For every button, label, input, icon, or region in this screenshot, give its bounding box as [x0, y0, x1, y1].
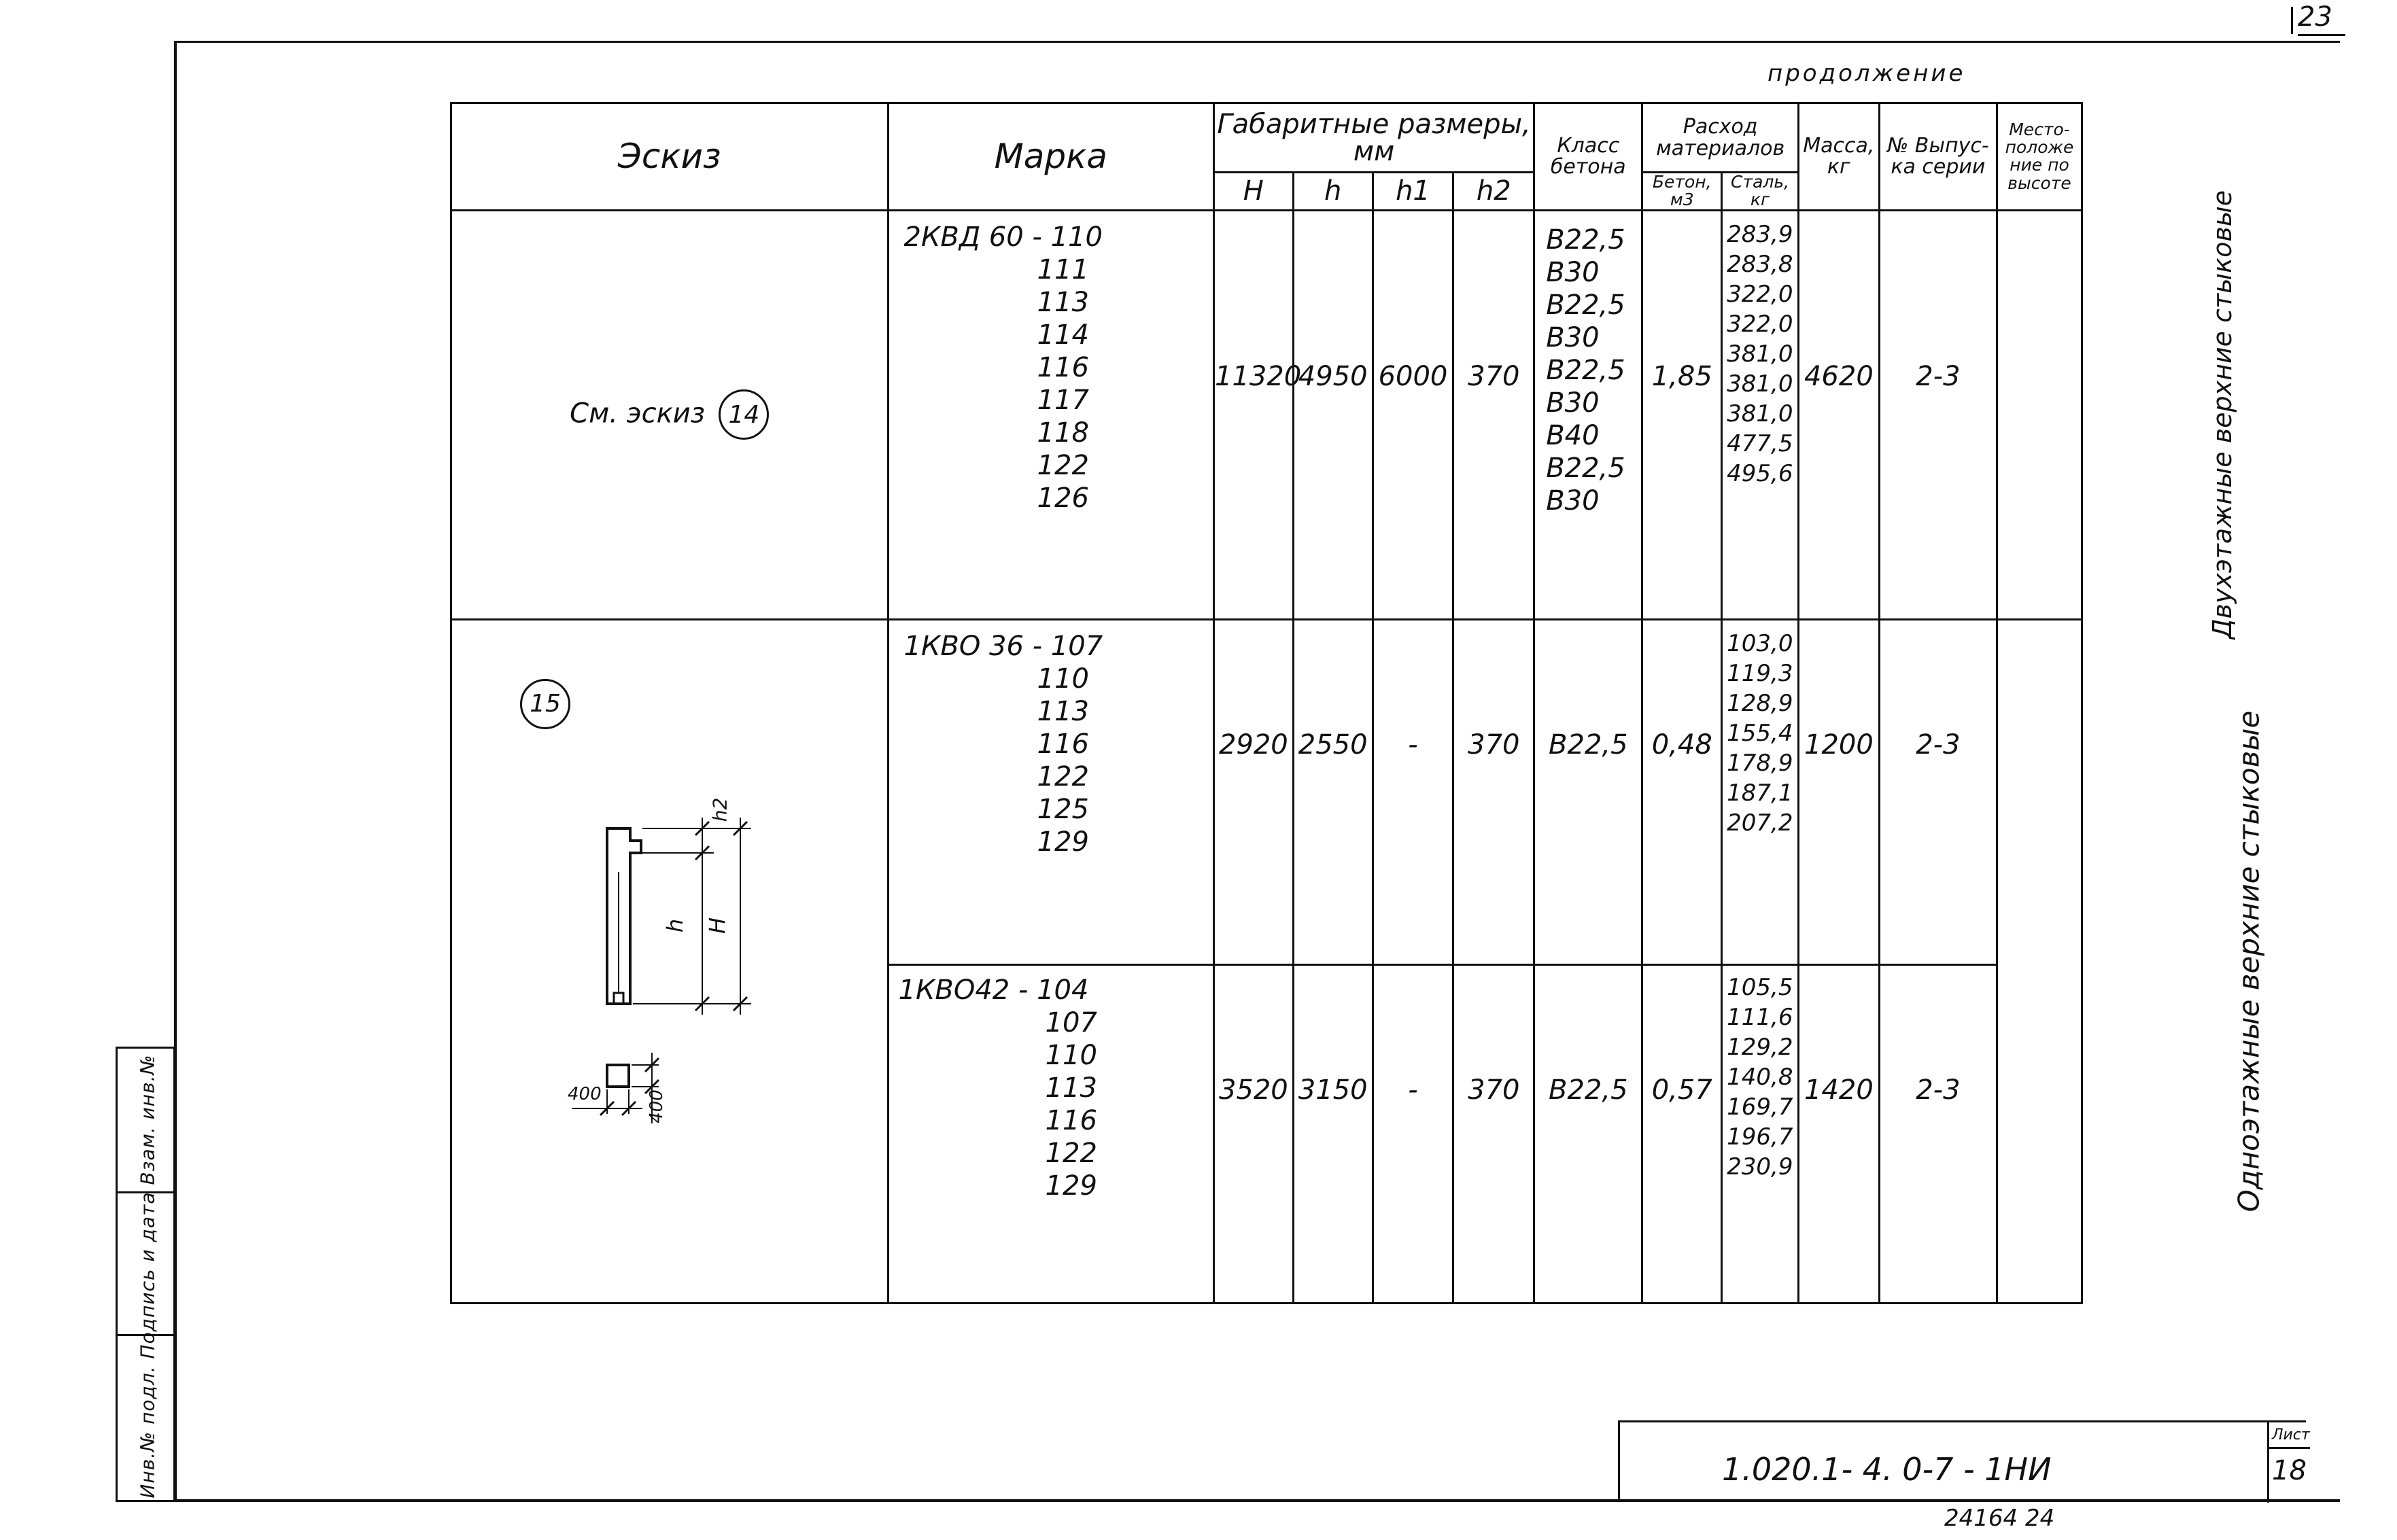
row3-H: 3520: [1213, 964, 1293, 1303]
row1-mark: 122: [1037, 449, 1089, 481]
sketch-label-depth: 400: [646, 1089, 667, 1123]
rows23-position: [1997, 619, 2266, 1303]
header-consumption-line2: материалов: [1656, 136, 1785, 160]
corner-tick: [2291, 7, 2293, 34]
row3-steel: [1722, 964, 1799, 1303]
row2-H: 2920: [1213, 619, 1293, 964]
title-block: [1618, 1420, 2310, 1501]
row2-steel-value: 103,0: [1727, 629, 1793, 657]
row3-mark: 110: [1045, 1039, 1097, 1071]
rows23-position-text: Одноэтажные верхние стыковые: [2232, 710, 2266, 1212]
row1-position-text: Двухэтажные верхние стыковые: [2207, 190, 2238, 640]
row2-mark: 129: [1037, 826, 1089, 858]
header-position-line4: высоте: [2007, 173, 2071, 193]
row3-h: 3150: [1293, 964, 1373, 1303]
header-dimensions: Габаритные размеры, мм: [1213, 103, 1534, 173]
row2-concrete-volume: 0,48: [1642, 619, 1722, 964]
row1-mark: 114: [1037, 319, 1089, 351]
row2-steel-value: 155,4: [1727, 719, 1793, 747]
column-outline: [607, 828, 641, 1004]
row3-mark: 129: [1045, 1170, 1097, 1202]
row3-mark: 116: [1045, 1104, 1097, 1136]
header-dim-h2: h2: [1453, 173, 1534, 211]
row2-h2: 370: [1453, 619, 1534, 964]
row3-mark: 122: [1045, 1137, 1097, 1169]
header-consumption-line1: Расход: [1683, 115, 1758, 139]
footer-number: 24164 24: [1944, 1505, 2055, 1532]
header-concrete-class-line1: Класс: [1557, 133, 1620, 158]
row1-class: В22,5: [1546, 289, 1625, 321]
row3-mark: 107: [1045, 1007, 1097, 1038]
column-sketch: [452, 620, 886, 1311]
header-steel-line1: Сталь,: [1731, 172, 1790, 192]
row2-h1: -: [1373, 619, 1453, 964]
row1-steel-value: 381,0: [1727, 340, 1793, 368]
row3-series: 2-3: [1879, 964, 1997, 1303]
row1-h2: 370: [1453, 210, 1534, 619]
row2-marks: [888, 619, 1213, 964]
row1-class: В30: [1546, 485, 1600, 517]
row1-steel-value: 283,8: [1727, 250, 1793, 278]
binding-strip-text: Инв.№ подл. Подпись и дата Взам. инв.№: [136, 1054, 159, 1499]
document-code: 1.020.1- 4. 0-7 - 1НИ: [1722, 1451, 2052, 1488]
table-row: [451, 619, 2082, 964]
row1-mark: 113: [1037, 286, 1089, 318]
row1-class: В40: [1546, 419, 1600, 451]
row2-steel-value: 128,9: [1727, 689, 1793, 717]
row2-concrete-class: В22,5: [1534, 619, 1642, 964]
row1-sketch: [451, 210, 889, 619]
header-series-line1: № Выпус-: [1887, 133, 1989, 158]
row1-concrete-volume: 1,85: [1642, 210, 1722, 619]
row1-sketch-circle: 14: [719, 389, 769, 440]
row1-steel-value: 322,0: [1727, 310, 1793, 338]
row3-mark: 113: [1045, 1072, 1097, 1104]
header-concrete-line1: Бетон,: [1652, 172, 1712, 192]
cross-section-square: [607, 1065, 629, 1087]
sheet-number: 18: [2272, 1455, 2307, 1486]
header-concrete-class-line2: бетона: [1550, 155, 1626, 179]
row1-mark: 126: [1037, 482, 1089, 514]
row2-mark: 113: [1037, 695, 1089, 727]
row2-steel-value: 119,3: [1727, 659, 1793, 687]
row1-steel-value: 495,6: [1727, 459, 1793, 487]
row1-mass: 4620: [1798, 210, 1879, 619]
header-mass-line2: кг: [1827, 155, 1850, 179]
row1-position: [1997, 190, 2238, 640]
binding-strip: [116, 1047, 175, 1502]
row3-steel-value: 169,7: [1727, 1093, 1793, 1121]
row1-class: В22,5: [1546, 224, 1625, 256]
row3-concrete-volume: 0,57: [1642, 964, 1722, 1303]
row3-steel-value: 105,5: [1727, 973, 1793, 1001]
specification-table: [450, 102, 2266, 1304]
row1-series: 2-3: [1879, 210, 1997, 619]
header-sketch: Эскиз: [451, 103, 889, 211]
continuation-label: продолжение: [1767, 60, 1966, 87]
header-position-line1: Место-: [2009, 119, 2070, 139]
sketch-label-h: h: [662, 918, 689, 932]
header-series: [1879, 103, 1997, 211]
header-dim-H: H: [1213, 173, 1293, 211]
header-mark: Марка: [888, 103, 1213, 211]
row2-mark: 110: [1037, 663, 1089, 695]
sketch-15-cell: [451, 619, 889, 1303]
row2-mark: 125: [1037, 793, 1089, 825]
header-position-line3: ние по: [2010, 155, 2069, 175]
header-mass: [1798, 103, 1879, 211]
header-steel-line2: кг: [1750, 190, 1770, 210]
header-concrete-line2: м3: [1670, 190, 1694, 210]
header-mass-line1: Масса,: [1803, 133, 1875, 158]
row3-concrete-class: В22,5: [1534, 964, 1642, 1303]
header-position: [1997, 103, 2082, 211]
row3-h1: -: [1373, 964, 1453, 1303]
row1-mark: 118: [1037, 417, 1089, 449]
row2-steel-value: 178,9: [1727, 749, 1793, 777]
row1-sketch-text: См. эскиз: [570, 398, 706, 430]
row1-steel-value: 322,0: [1727, 280, 1793, 308]
row1-h: 4950: [1293, 210, 1373, 619]
row3-steel-value: 140,8: [1727, 1063, 1793, 1091]
header-concrete: [1642, 173, 1722, 211]
row2-mark-first: 1КВО 36 - 107: [903, 630, 1103, 662]
table-row: [451, 210, 2082, 619]
corner-page-number: 23: [2298, 1, 2332, 33]
row1-steel-value: 283,9: [1727, 220, 1793, 248]
row1-h1: 6000: [1373, 210, 1453, 619]
row1-mark: 116: [1037, 351, 1089, 383]
corner-underline: [2298, 34, 2345, 36]
sheet-label: Лист: [2272, 1427, 2310, 1443]
row1-steel-value: 381,0: [1727, 370, 1793, 398]
header-concrete-class: [1534, 103, 1642, 211]
row1-class: В22,5: [1546, 354, 1625, 386]
row1-steel: [1722, 210, 1799, 619]
row2-h: 2550: [1293, 619, 1373, 964]
row1-mark: 117: [1037, 384, 1089, 416]
row2-mass: 1200: [1798, 619, 1879, 964]
row2-steel-value: 207,2: [1727, 809, 1793, 837]
sheet-box: [2267, 1422, 2308, 1503]
row1-concrete-classes: [1534, 210, 1642, 619]
row1-H: 11320: [1213, 210, 1293, 619]
sheet-divider: [2269, 1447, 2310, 1449]
row1-mark-first: 2КВД 60 - 110: [903, 221, 1103, 253]
row3-steel-value: 196,7: [1727, 1123, 1793, 1151]
row3-mass: 1420: [1798, 964, 1879, 1303]
row3-h2: 370: [1453, 964, 1534, 1303]
header-dim-h: h: [1293, 173, 1373, 211]
column-base-detail: [614, 993, 623, 1004]
sketch-label-H: H: [704, 917, 731, 934]
row1-class: В30: [1546, 321, 1600, 353]
row2-series: 2-3: [1879, 619, 1997, 964]
header-consumption: [1642, 103, 1799, 173]
row1-steel-value: 381,0: [1727, 400, 1793, 427]
row2-steel: [1722, 619, 1799, 964]
header-series-line2: ка серии: [1891, 155, 1986, 179]
row2-mark: 116: [1037, 728, 1089, 760]
row3-steel-value: 230,9: [1727, 1153, 1793, 1180]
row1-class: В30: [1546, 256, 1600, 288]
row1-class: В30: [1546, 387, 1600, 419]
header-position-line2: положе: [2005, 137, 2074, 157]
row1-steel-value: 477,5: [1727, 430, 1793, 457]
row2-steel-value: 187,1: [1727, 779, 1793, 807]
sketch-label-h2: h2: [708, 797, 731, 822]
row1-marks: [888, 210, 1213, 619]
row3-marks: [888, 964, 1213, 1303]
row2-sketch-circle: 15: [520, 679, 570, 729]
header-dim-h1: h1: [1373, 173, 1453, 211]
row3-steel-value: 129,2: [1727, 1033, 1793, 1061]
row2-mark: 122: [1037, 760, 1089, 792]
header-steel: [1722, 173, 1799, 211]
sketch-label-width: 400: [568, 1083, 602, 1104]
row1-class: В22,5: [1546, 452, 1625, 484]
row3-mark-first: 1КВО42 - 104: [898, 974, 1089, 1006]
row1-mark: 111: [1037, 253, 1089, 285]
row3-steel-value: 111,6: [1727, 1003, 1793, 1031]
